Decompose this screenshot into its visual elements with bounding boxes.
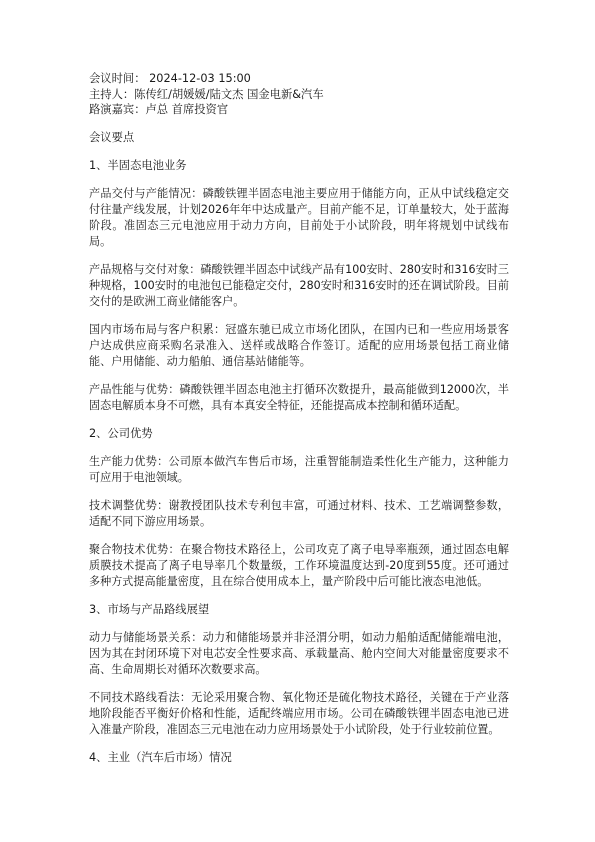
paragraph-delivery-capacity: 产品交付与产能情况：磷酸铁锂半固态电池主要应用于储能方向，正从中试线稳定交付往量产线发展，计划2026年年中达成量产。目前产能不足，订单量较大，处于蓝海阶段。准固态三元电池应用于动力方向，目前处于小试阶段，明年将规划中试线布局。 xyxy=(89,186,509,248)
paragraph-domestic-market: 国内市场布局与客户积累：冠盛东驰已成立市场化团队，在国内已和一些应用场景客户达成供应商采购名录准入、送样或战略合作签订。适配的应用场景包括工商业储能、户用储能、动力船舶、通信基站储能等。 xyxy=(89,322,509,368)
summary-heading: 会议要点 xyxy=(89,130,135,144)
paragraph-power-storage-relationship: 动力与储能场景关系：动力和储能场景并非泾渭分明，如动力船舶适配储能端电池，因为其在封闭环境下对电芯安全性要求高、承载量高、舱内空间大对能量密度要求不高、生命周期长对循环次数要求高。 xyxy=(89,630,509,676)
paragraph-polymer-technology: 聚合物技术优势：在聚合物技术路径上，公司攻克了离子电导率瓶颈，通过固态电解质膜技术提高了离子电导率几个数量级，工作环境温度达到-20度到55度。还可通过多种方式提高能量密度，且在综合使用成本上，量产阶段中后可能比液态电池低。 xyxy=(89,542,509,588)
paragraph-product-specs: 产品规格与交付对象：磷酸铁锂半固态中试线产品有100安时、280安时和316安时三种规格，100安时的电池包已能稳定交付，280安时和316安时的还在调试阶段。目前交付的是欧洲工商业储能客户。 xyxy=(89,262,509,308)
paragraph-product-performance: 产品性能与优势：磷酸铁锂半固态电池主打循环次数提升，最高能做到12000次，半固态电解质本身不可燃，具有本真安全特征，还能提高成本控制和循环适配。 xyxy=(89,382,509,412)
paragraph-technology-routes: 不同技术路线看法：无论采用聚合物、氧化物还是硫化物技术路径，关键在于产业落地阶段能否平衡好价格和性能，适配终端应用市场。公司在磷酸铁锂半固态电池已进入准量产阶段，准固态三元电池在动力应用场景处于小试阶段，处于行业较前位置。 xyxy=(89,690,509,736)
document-page xyxy=(89,71,509,766)
paragraph-production-advantage: 生产能力优势：公司原本做汽车售后市场，注重智能制造柔性化生产能力，这种能力可应用于电池领域。 xyxy=(89,454,509,484)
paragraph-technical-adjustment: 技术调整优势：谢教授团队技术专利包丰富，可通过材料、技术、工艺端调整参数，适配不同下游应用场景。 xyxy=(89,498,509,528)
section-heading-1: 1、半固态电池业务 xyxy=(89,158,187,172)
meeting-guest: 路演嘉宾：卢总 首席投资官 xyxy=(89,103,229,117)
meeting-time: 会议时间： 2024-12-03 15:00 xyxy=(89,72,251,85)
section-heading-3: 3、市场与产品路线展望 xyxy=(89,602,210,616)
section-heading-4: 4、主业（汽车后市场）情况 xyxy=(89,750,232,764)
meeting-host: 主持人：陈传红/胡媛媛/陆文杰 国金电新&汽车 xyxy=(89,87,324,101)
section-heading-2: 2、公司优势 xyxy=(89,426,153,440)
